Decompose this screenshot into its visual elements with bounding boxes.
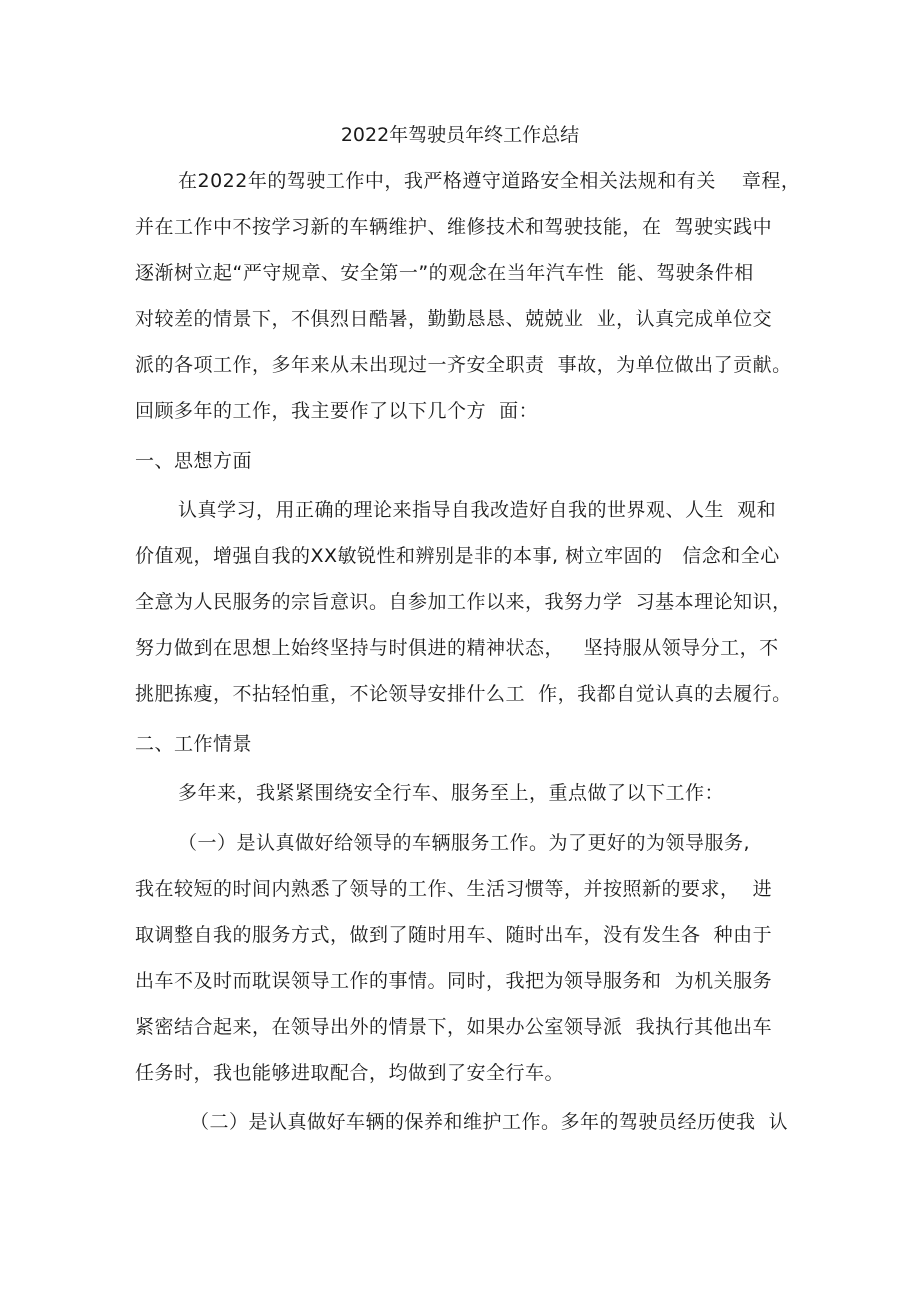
paragraph-line: 并在工作中不按学习新的车辆维护、维修技术和驾驶技能，在 驾驶实践中: [135, 216, 773, 238]
paragraph-line: 多年来，我紧紧围绕安全行车、服务至上，重点做了以下工作：: [178, 782, 725, 804]
paragraph-line: 取调整自我的服务方式，做到了随时用车、随时出车，没有发生各 种由于: [135, 924, 773, 946]
paragraph-line: 逐渐树立起“严守规章、安全第一”的观念在当年汽车性 能、驾驶条件相: [135, 262, 754, 284]
paragraph-line: 全意为人民服务的宗旨意识。自参加工作以来，我努力学 习基本理论知识，: [135, 591, 792, 613]
paragraph-line: 任务时，我也能够进取配合，均做到了安全行车。: [135, 1062, 565, 1084]
document-title: 2022年驾驶员年终工作总结: [340, 124, 580, 146]
paragraph-line: 回顾多年的工作，我主要作了以下几个方 面：: [135, 400, 539, 422]
paragraph-line: （二）是认真做好车辆的保养和维护工作。多年的驾驶员经历使我 认: [190, 1111, 789, 1133]
paragraph-line: 对较差的情景下，不俱烈日酷暑，勤勤恳恳、兢兢业 业，认真完成单位交: [135, 308, 773, 330]
paragraph-line: 努力做到在思想上始终坚持与时俱进的精神状态， 坚持服从领导分工，不: [135, 637, 779, 659]
paragraph-line: 挑肥拣瘦，不拈轻怕重，不论领导安排什么工 作，我都自觉认真的去履行。: [135, 683, 792, 705]
paragraph-line: 价值观，增强自我的XX敏锐性和辨别是非的本事, 树立牢固的 信念和全心: [135, 545, 780, 567]
paragraph-line: 在2022年的驾驶工作中，我严格遵守道路安全相关法规和有关 章程，: [178, 170, 801, 192]
paragraph-line: 出车不及时而耽误领导工作的事情。同时，我把为领导服务和 为机关服务: [135, 970, 773, 992]
paragraph-line: 紧密结合起来，在领导出外的情景下，如果办公室领导派 我执行其他出车: [135, 1016, 773, 1038]
paragraph-line: （一）是认真做好给领导的车辆服务工作。为了更好的为领导服务,: [178, 832, 751, 854]
paragraph-line: 认真学习，用正确的理论来指导自我改造好自我的世界观、人生 观和: [178, 499, 777, 521]
paragraph-line: 我在较短的时间内熟悉了领导的工作、生活习惯等，并按照新的要求， 进: [135, 878, 773, 900]
paragraph-line: 派的各项工作，多年来从未出现过一齐安全职责 事故，为单位做出了贡献。: [135, 354, 792, 376]
section-heading: 一、思想方面: [135, 450, 253, 472]
section-heading: 二、工作情景: [135, 733, 253, 755]
